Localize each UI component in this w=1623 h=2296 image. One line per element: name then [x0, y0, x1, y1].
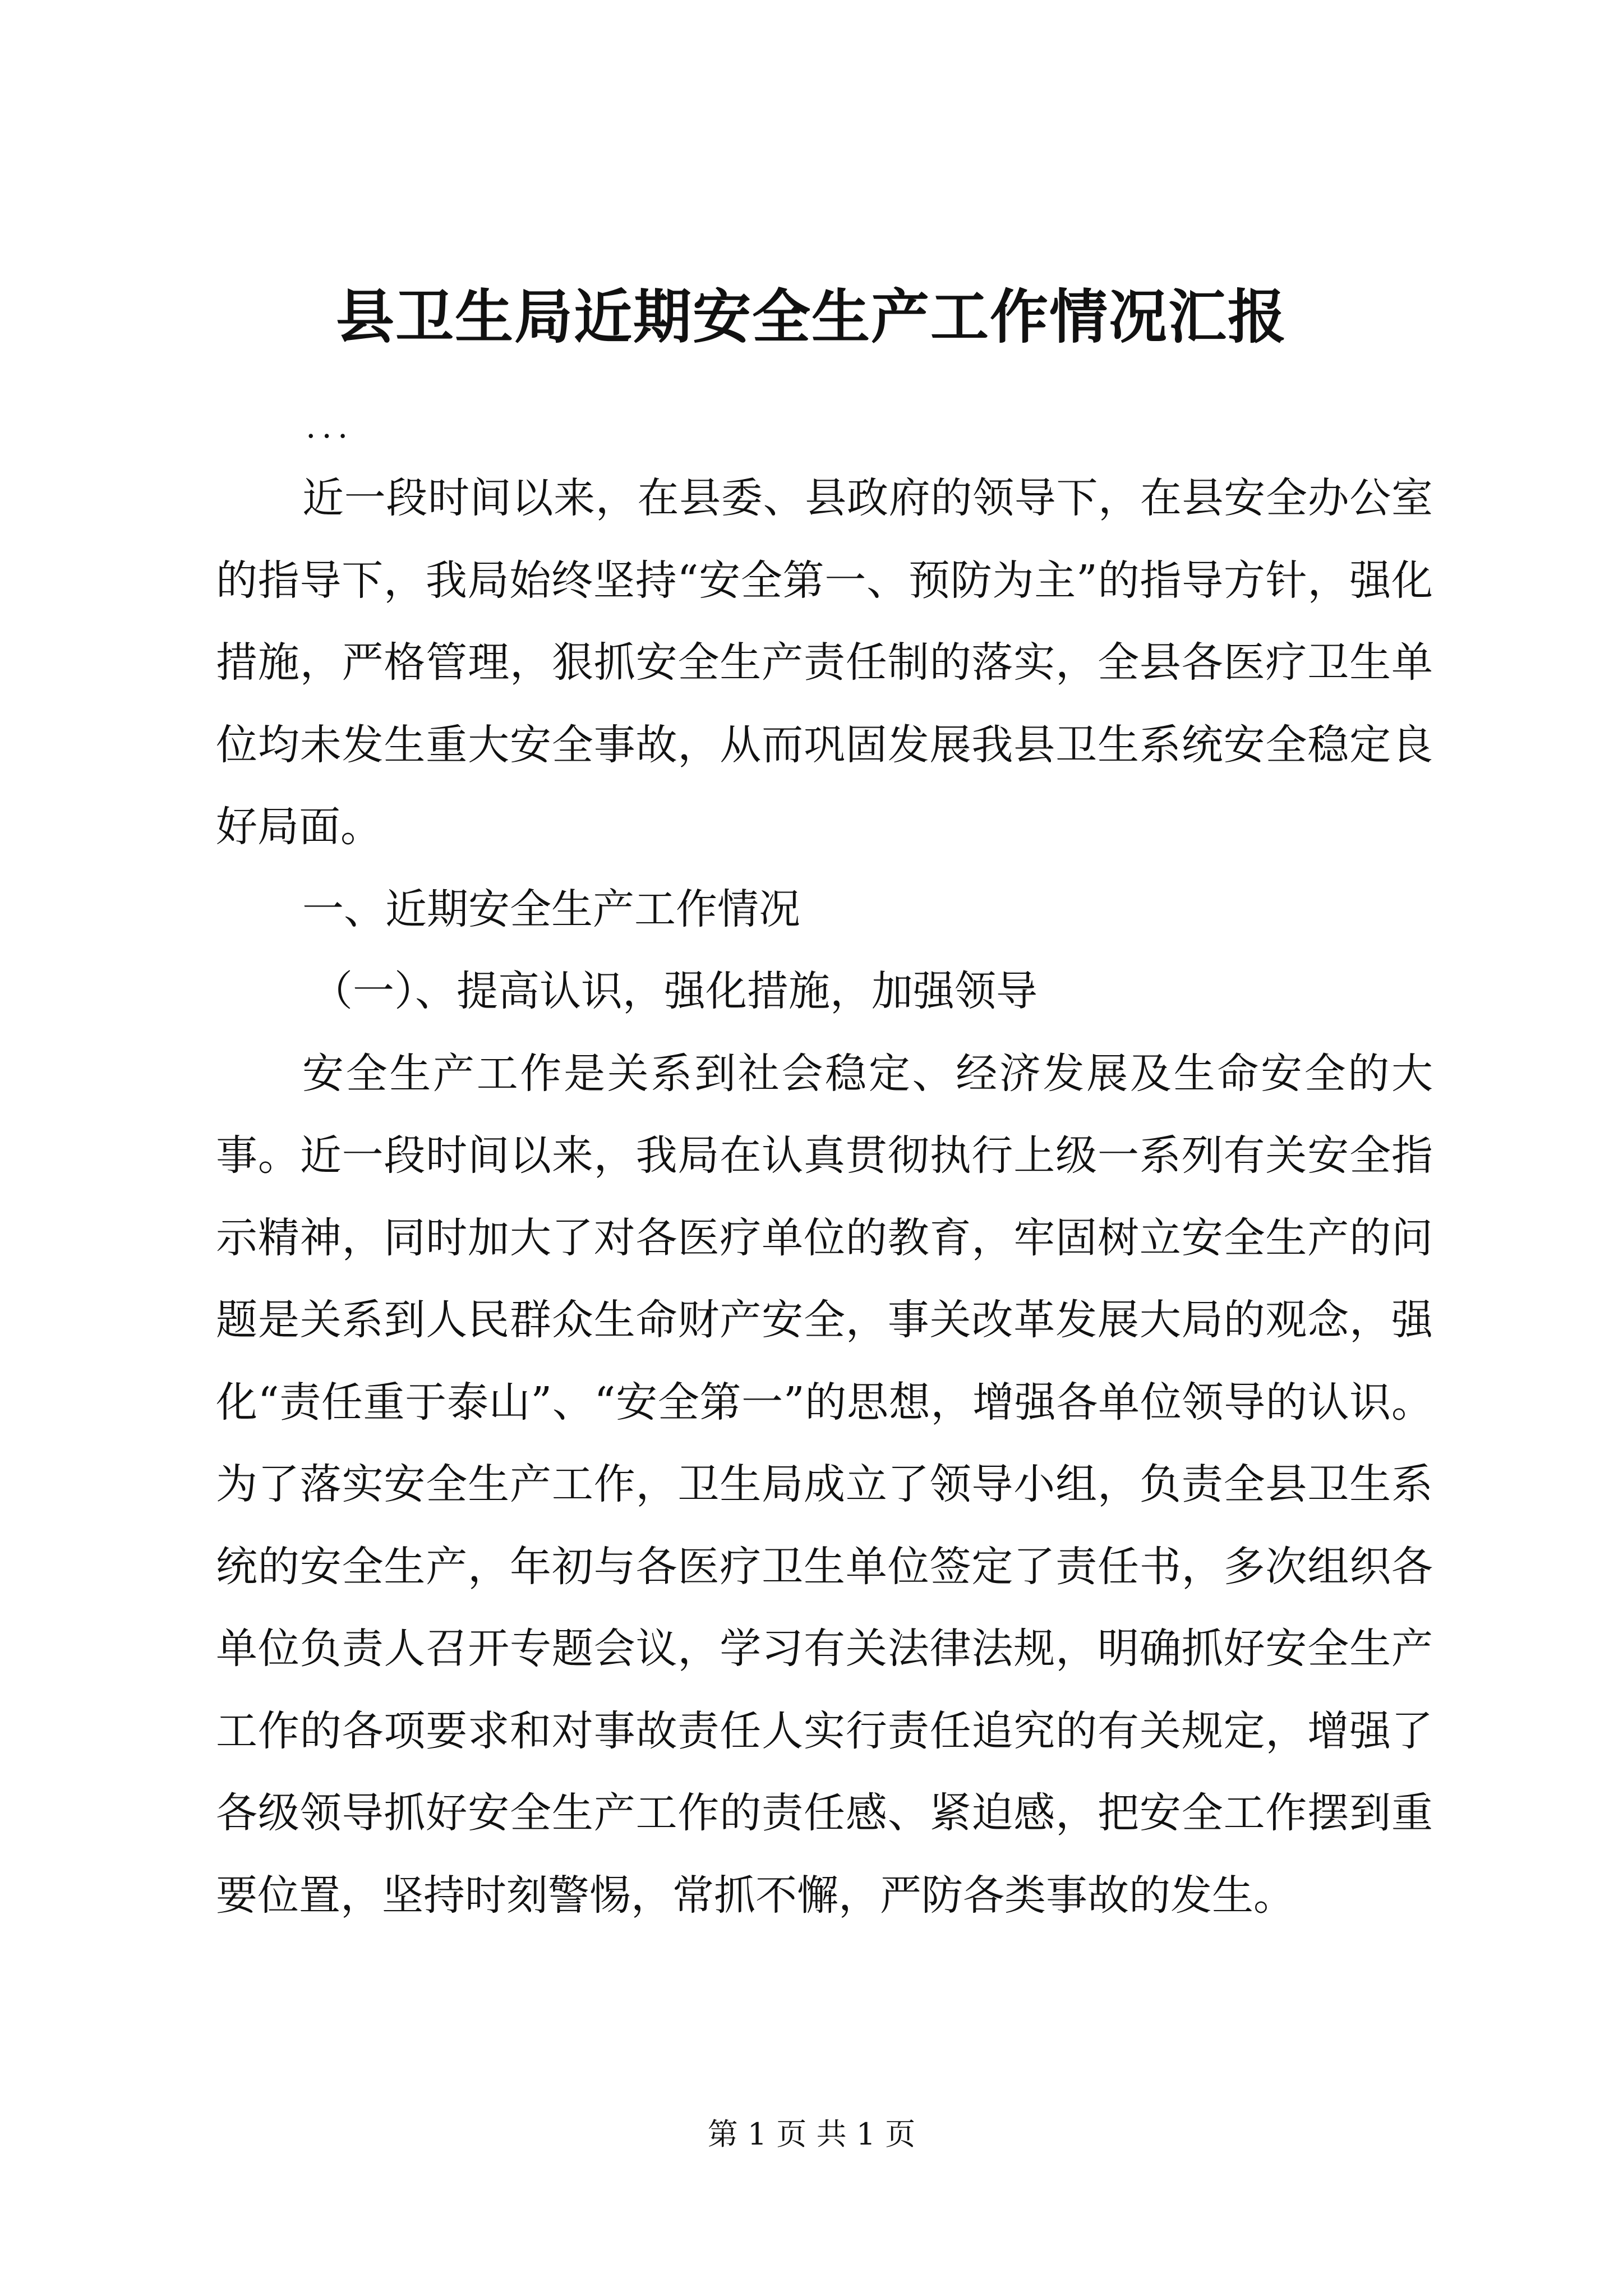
paragraph-intro: 近一段时间以来，在县委、县政府的领导下，在县安全办公室的指导下，我局始终坚持“安全第一、预防为主”的指导方针，强化措施，严格管理，狠抓安全生产责任制的落实，全县各医疗卫生单位均未发生重大安全事故，从而巩固发展我县卫生系统安全稳定良好局面。	[216, 474, 1433, 851]
section-heading: 一、近期安全生产工作情况	[302, 885, 800, 933]
document-title: 县卫生局近期安全生产工作情况汇报	[335, 282, 1287, 351]
paragraph-body: 安全生产工作是关系到社会稳定、经济发展及生命安全的大事。近一段时间以来，我局在认真贯彻执行上级一系列有关安全指示精神，同时加大了对各医疗单位的教育，牢固树立安全生产的问题是关系到人民群众生命财产安全，事关改革发展大局的观念，强化“责任重于泰山”、“安全第一”的思想，增强各单位领导的认识。为了落实安全生产工作，卫生局成立了领导小组，负责全县卫生系统的安全生产，年初与各医疗卫生单位签定了责任书，多次组织各单位负责人召开专题会议，学习有关法律法规，明确抓好安全生产工作的各项要求和对事故责任人实行责任追究的有关规定，增强了各级领导抓好安全生产工作的责任感、紧迫感，把安全工作摆到重要位置，坚持时刻警惕，常抓不懈，严防各类事故的发生。	[216, 1049, 1433, 1920]
ellipsis-marker: ...	[306, 407, 354, 445]
document-body	[216, 457, 1433, 1936]
page-footer: 第 1 页 共 1 页	[707, 2116, 916, 2152]
subsection-heading: （一）、提高认识，强化措施，加强领导	[311, 967, 1038, 1015]
